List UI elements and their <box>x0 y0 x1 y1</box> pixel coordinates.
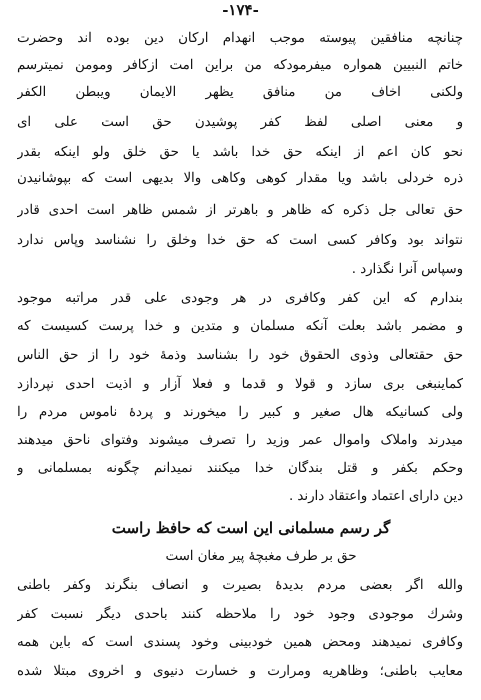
text-line: کماینبغی بری سازد و قولا و قدما و فعلا آزار و اذیت احدی نپردازد <box>17 377 463 392</box>
text-line: وسپاس آنرا نگذارد . <box>351 262 463 277</box>
text-line: ولکنی اخاف من منافق یظهر الایمان ویبطن الکفر <box>17 85 463 100</box>
text-line: ولی کسانیکه هال صغیر و کبیر را میخورند و پردهٔ ناموس مردم را <box>17 405 463 420</box>
text-line: گر رسم مسلمانی این است که حافظ راست <box>111 519 391 537</box>
text-line: خاتم النبیین همواره میفرمودکه من براین امت ازکافر ومومن نمیترسم <box>17 58 463 73</box>
text-line: والله اگر بعضی مردم بدیدهٔ بصیرت و انصاف بنگرند وکفر باطنی <box>17 578 463 593</box>
text-line: بندارم که این کفر وکافری در هر وجودی علی قدر مراتبه موجود <box>17 291 463 306</box>
text-line: حق تعالی جل ذکره که ظاهر و باهرتر از شمس ظاهر است احدی قادر <box>17 203 463 218</box>
text-line: و مضمر باشد بعلت آنکه مسلمان و متدین و خدا پرست کسیست که <box>17 319 463 334</box>
text-line: حق حقتعالی وذوی الحقوق خود را بشناسد وذمهٔ خود را از حق الناس <box>17 348 463 363</box>
text-line: ذره خردلی باشد ویا مقدار کوهی وکاهی والا بدیهی است که بپوشانیدن <box>17 171 463 186</box>
text-line: میدرند واملاک واموال عمر وزید را تصرف میشوند وفتوای ناحق میدهند <box>17 433 463 448</box>
text-line: دین دارای اعتماد واعتقاد دارند . <box>288 489 463 504</box>
text-line: معایب باطنی؛ وظاهریه ومرارت و خسارت دنیوی و اخروی مبتلا شده <box>17 664 463 679</box>
page-number: -۱۷۴- <box>222 1 259 19</box>
text-line: وکافری نمیدهند ومحض همین خودبینی وخود پسندی است که باین همه <box>17 635 463 650</box>
text-line: نحو کان اعم از اینکه حق خدا باشد یا حق خلق ولو اینکه بقدر <box>17 145 463 160</box>
text-line: و معنی اصلی لفظ کفر پوشیدن حق است علی ای <box>17 115 463 130</box>
text-line: حق بر طرف مغبچهٔ پیر مغان است <box>165 549 357 564</box>
text-line: نتواند بود وکافر کسی است که حق خدا وخلق را نشناسد وپاس ندارد <box>17 233 463 248</box>
text-line: چنانچه منافقین پیوسته موجب انهدام ارکان دین بوده اند وحضرت <box>17 31 463 46</box>
text-line: وحکم بکفر و قتل بندگان خدا میکنند نمیدانم چگونه بمسلمانی و <box>17 461 463 476</box>
text-line: وشرك موجودی وجود خود را ملاحظه کنند باحدی دیگر نسبت کفر <box>17 607 463 622</box>
